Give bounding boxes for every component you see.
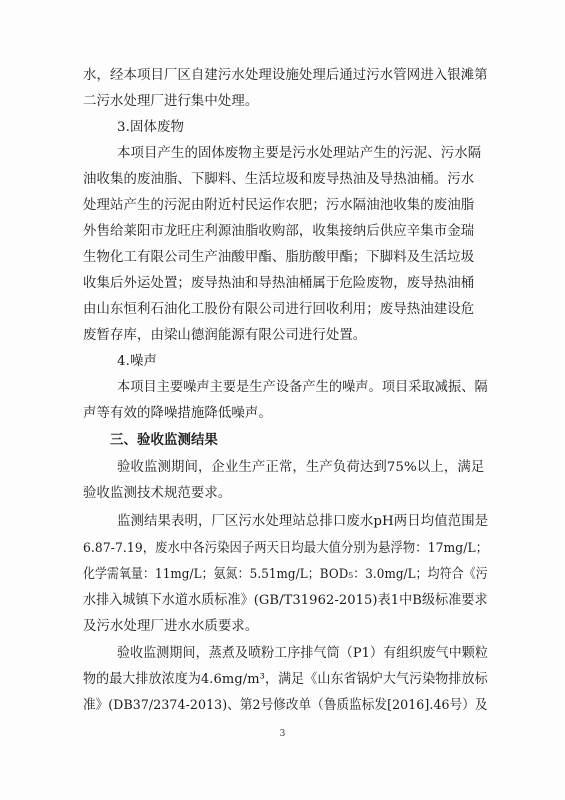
section-heading: 三、验收监测结果 [110, 433, 218, 448]
text-line: 化学需氧量：11mg/L；氨氮：5.51mg/L；BOD₅：3.0mg/L；均符合《污 [83, 567, 488, 582]
text-line: 监测结果表明，厂区污水处理站总排口废水pH两日均值范围是 [117, 514, 489, 529]
text-line: 本项目主要噪声主要是生产设备产生的噪声。项目采取减振、隔 [117, 380, 488, 395]
text-line: 水排入城镇下水道水质标准》(GB/T31962-2015)表1中B级标准要求 [83, 593, 488, 608]
text-line: 及污水处理厂进水水质要求。 [83, 619, 259, 634]
text-line: 收集后外运处置；废导热油和导热油桶属于危险废物，废导热油桶 [83, 276, 475, 291]
text-line: 二污水处理厂进行集中处理。 [83, 94, 259, 109]
section-subheading: 4.噪声 [117, 354, 157, 369]
section-subheading: 3.固体废物 [117, 120, 184, 135]
text-line: 验收监测期间，企业生产正常，生产负荷达到75%以上，满足 [117, 460, 485, 475]
page-number: 3 [279, 729, 286, 739]
text-line: 验收监测期间，蒸煮及喷粉工序排气筒（P1）有组织废气中颗粒 [117, 646, 488, 661]
text-line: 废暂存库，由梁山德润能源有限公司进行处置。 [83, 328, 367, 343]
text-line: 准》(DB37/2374-2013)、第2号修改单（鲁质监标发[2016].46号）及 [83, 698, 488, 713]
text-line: 生物化工有限公司生产油酸甲酯、脂肪酸甲酯；下脚料及生活垃圾 [83, 250, 475, 265]
text-line: 6.87-7.19，废水中各污染因子两天日均最大值分别为悬浮物：17mg/L； [83, 541, 489, 556]
text-line: 本项目产生的固体废物主要是污水处理站产生的污泥、污水隔 [117, 146, 482, 161]
text-line: 油收集的废油脂、下脚料、生活垃圾和废导热油及导热油桶。污水 [83, 172, 475, 187]
text-line: 水，经本项目厂区自建污水处理设施处理后通过污水管网进入银滩第 [83, 68, 488, 83]
text-line: 处理站产生的污泥由附近村民运作农肥；污水隔油池收集的废油脂 [83, 198, 475, 213]
text-line: 物的最大排放浓度为4.6mg/m³，满足《山东省锅炉大气污染物排放标 [83, 672, 488, 687]
text-line: 由山东恒利石油化工股份有限公司进行回收利用；废导热油建设危 [83, 302, 475, 317]
text-line: 声等有效的降噪措施降低噪声。 [83, 406, 272, 421]
text-line: 外售给莱阳市龙旺庄利源油脂收购部，收集接纳后供应辛集市金瑞 [83, 224, 475, 239]
text-line: 验收监测技术规范要求。 [83, 486, 232, 501]
